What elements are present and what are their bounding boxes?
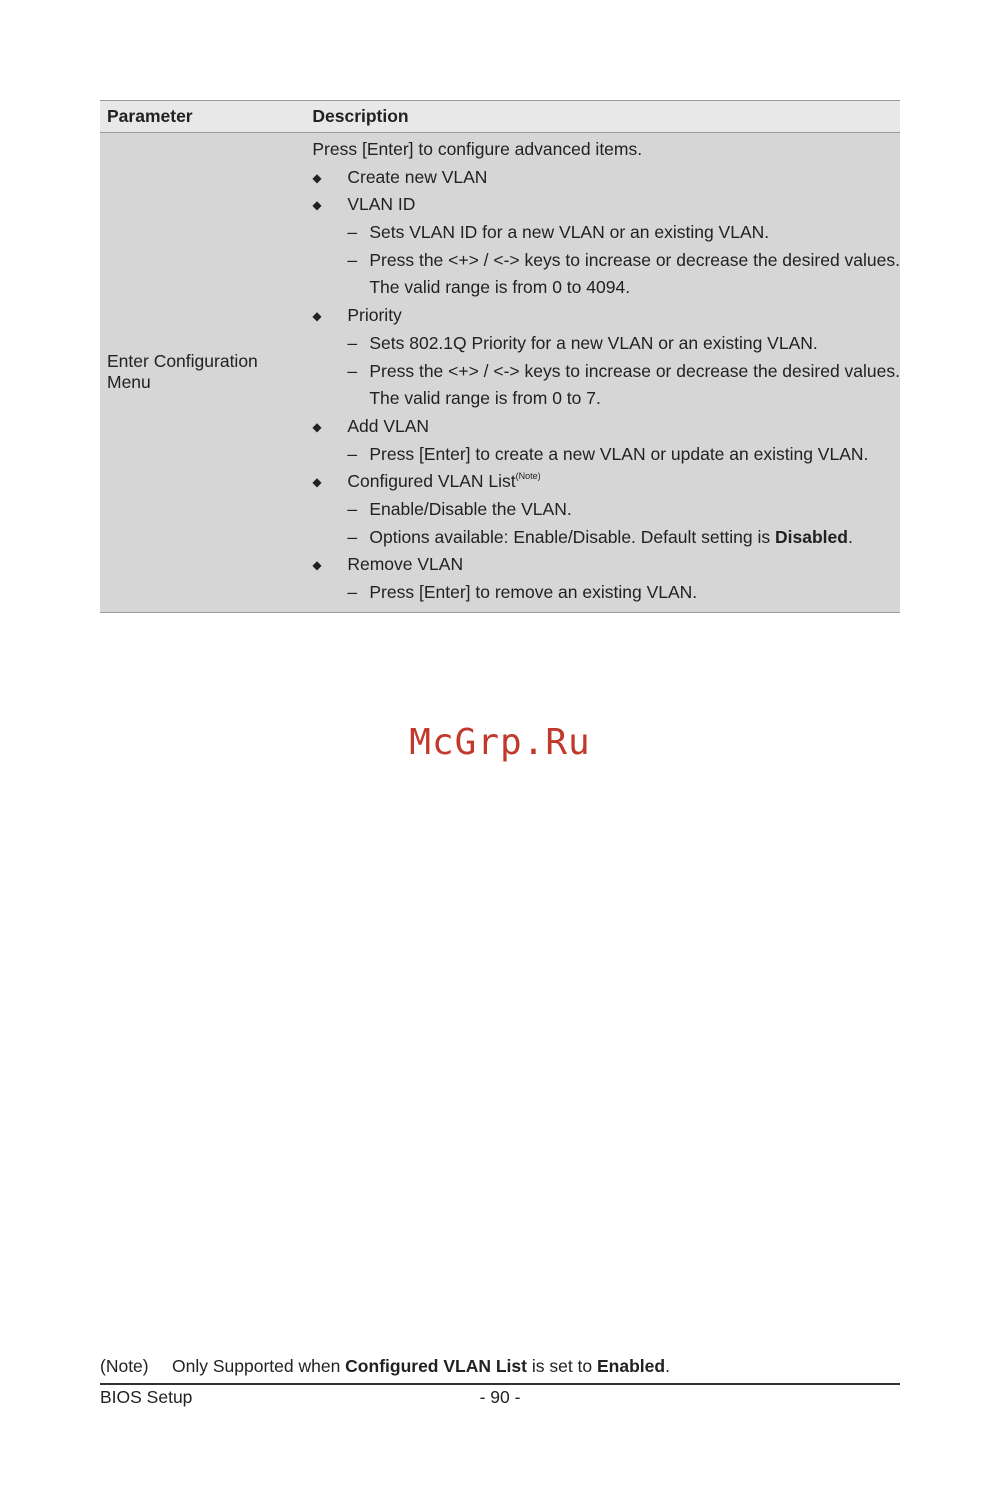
footer-divider [100,1383,900,1385]
diamond-bullet-icon: ◆ [312,198,322,213]
diamond-bullet-icon: ◆ [312,419,322,434]
sub-item-text: Press [Enter] to remove an existing VLAN. [369,582,698,602]
footnote-emphasis: Configured VLAN List [345,1356,527,1376]
sub-item [312,524,900,552]
table-header-row [100,101,900,133]
dash-icon: – [347,222,358,243]
dash-icon: – [347,249,358,270]
item-remove-label: Remove VLAN [347,554,464,575]
page-number: - 90 - [479,1387,521,1407]
sub-item [312,247,900,275]
sub-item-continuation: The valid range is from 0 to 4094. [369,277,631,298]
dash-icon: – [347,498,358,519]
sub-item [312,330,900,358]
item-create-label: Create new VLAN [347,166,488,187]
footnote-text: Only Supported when [172,1356,346,1376]
list-item [312,468,900,496]
dash-icon: – [347,582,358,602]
sub-item [312,441,900,469]
sub-item-text: Options available: Enable/Disable. Default setting is [369,526,776,547]
item-vlan-id-label: VLAN ID [347,194,416,215]
item-add-label: Add VLAN [347,415,430,436]
diamond-bullet-icon: ◆ [312,558,322,573]
footnote-text: . [665,1356,670,1376]
parameter-cell: Enter Configuration Menu [100,133,305,613]
sub-item-text: Press the <+> / <-> keys to increase or decrease the desired values. [369,360,900,381]
list-item [312,551,900,579]
note-superscript: (Note) [515,471,541,482]
list-item [312,413,900,441]
sub-item [312,219,900,247]
header-parameter: Parameter [100,101,305,133]
sub-item [312,496,900,524]
sub-item [312,579,900,607]
default-value: Disabled [775,526,848,547]
diamond-bullet-icon: ◆ [312,309,322,324]
footnote-tag: (Note) [100,1356,149,1376]
footnote-emphasis: Enabled [597,1356,666,1376]
dash-icon: – [347,360,358,381]
sub-item-text: Press the <+> / <-> keys to increase or decrease the desired values. [369,249,900,270]
item-priority-label: Priority [347,305,402,326]
item-configured-label: Configured VLAN List [347,471,516,492]
sub-item-text: Press [Enter] to create a new VLAN or update an existing VLAN. [369,443,869,464]
footer-section-title: BIOS Setup [100,1387,193,1407]
sub-item [312,358,900,386]
intro-line: Press [Enter] to configure advanced items. [312,139,643,159]
list-item [312,164,900,192]
header-description: Description [305,101,900,133]
list-item [312,191,900,219]
diamond-bullet-icon: ◆ [312,475,322,490]
footnote [100,1356,670,1377]
sub-item-text: Enable/Disable the VLAN. [369,498,572,519]
dash-icon: – [347,526,358,547]
footnote-text: is set to [526,1356,597,1376]
parameter-table [100,100,900,613]
table-row [100,133,900,613]
diamond-bullet-icon: ◆ [312,170,322,185]
watermark: McGrp.Ru [409,722,591,763]
description-cell [305,133,900,613]
sub-item-text: Sets VLAN ID for a new VLAN or an existing VLAN. [369,222,770,243]
dash-icon: – [347,443,358,464]
dash-icon: – [347,332,358,353]
sub-item-continuation: The valid range is from 0 to 7. [369,388,601,409]
list-item [312,302,900,330]
sub-item-text: Sets 802.1Q Priority for a new VLAN or an existing VLAN. [369,332,818,353]
sub-item-text: . [847,526,853,547]
